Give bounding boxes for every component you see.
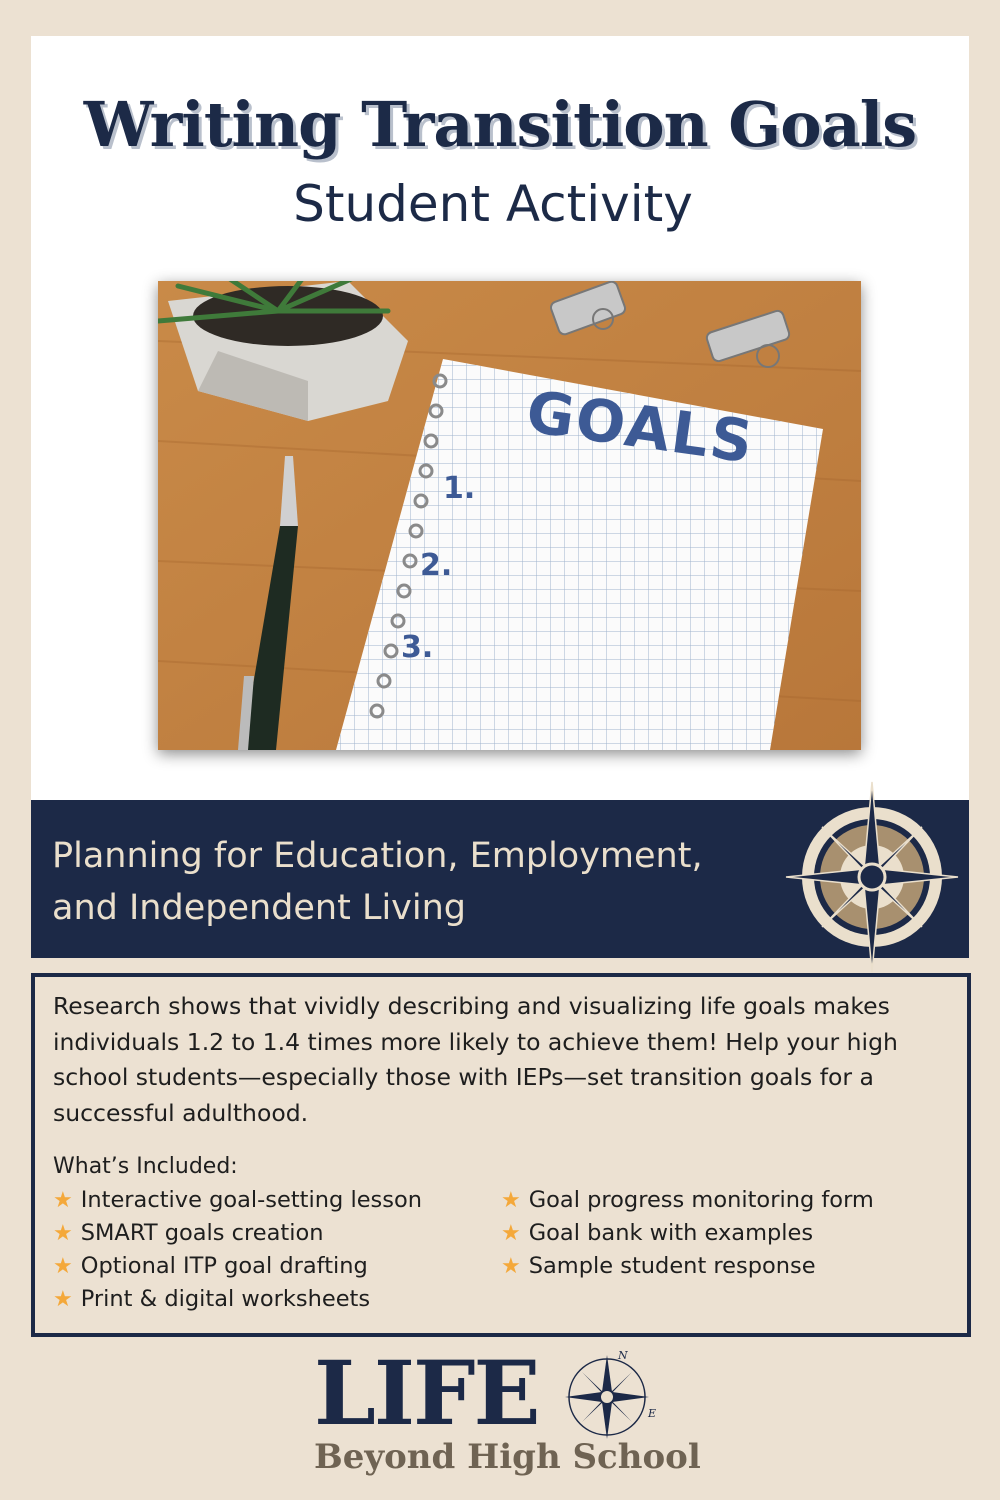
star-icon: ★ <box>501 1188 521 1213</box>
description-paragraph: Research shows that vividly describing and visualizing life goals makes individuals 1.2 to 1.4 times more likely to achieve them! Help your high school students—especially those with IEPs—set transition goals for a successful adulthood. <box>53 992 898 1127</box>
notebook-number-2: 2. <box>420 548 453 583</box>
notebook-heading: GOALS <box>522 377 759 477</box>
logo-compass-icon <box>562 1347 660 1445</box>
notebook-number-3: 3. <box>401 630 434 665</box>
list-item: ★ Print & digital worksheets <box>53 1286 371 1312</box>
page-subtitle: Student Activity <box>293 175 693 233</box>
list-item: ★ Optional ITP goal drafting <box>53 1253 368 1279</box>
notebook-number-1: 1. <box>443 471 476 506</box>
list-item: ★ Goal progress monitoring form <box>501 1187 874 1213</box>
logo-compass-e: E <box>648 1407 657 1420</box>
included-list-right <box>501 1184 874 1283</box>
banner-line-1: Planning for Education, Employment, <box>52 836 703 876</box>
logo-subtitle: Beyond High School <box>314 1437 701 1477</box>
list-item: ★ Sample student response <box>501 1253 816 1279</box>
included-heading: What’s Included: <box>53 1154 238 1179</box>
star-icon: ★ <box>53 1221 73 1246</box>
page-title: Writing Transition Goals <box>83 88 917 161</box>
list-item: ★ Interactive goal-setting lesson <box>53 1187 423 1213</box>
star-icon: ★ <box>53 1188 73 1213</box>
included-list-left <box>53 1184 422 1316</box>
compass-rose-icon <box>784 780 960 976</box>
banner-line-2: and Independent Living <box>52 888 467 928</box>
star-icon: ★ <box>53 1287 73 1312</box>
banner-text <box>52 830 792 934</box>
photo-illustration <box>158 281 861 750</box>
list-item: ★ Goal bank with examples <box>501 1220 814 1246</box>
star-icon: ★ <box>501 1254 521 1279</box>
logo-life-text: LIFE <box>314 1341 539 1445</box>
goals-notebook-photo <box>158 281 861 750</box>
description-box <box>31 973 971 1337</box>
logo-compass-n: N <box>618 1349 628 1362</box>
star-icon: ★ <box>501 1221 521 1246</box>
star-icon: ★ <box>53 1254 73 1279</box>
list-item: ★ SMART goals creation <box>53 1220 324 1246</box>
life-beyond-high-school-logo <box>310 1341 701 1490</box>
